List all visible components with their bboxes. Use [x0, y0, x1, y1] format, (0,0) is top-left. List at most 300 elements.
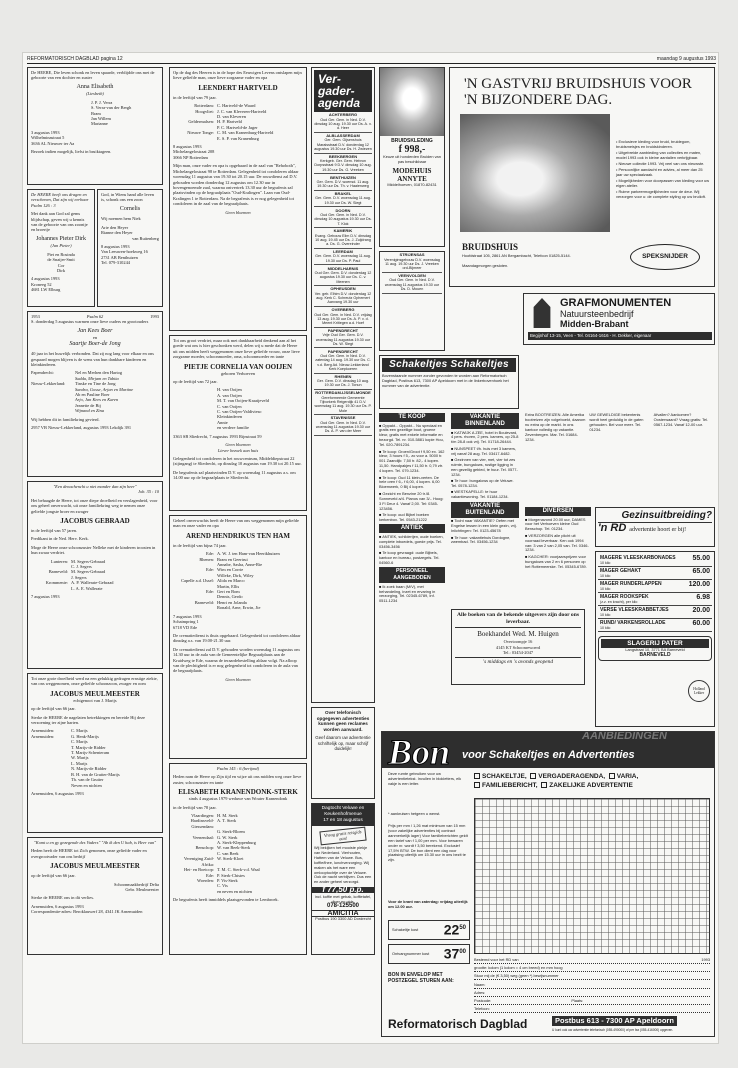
family-line: L. Marijs — [71, 760, 88, 766]
family-line: C. van Ooijen — [217, 403, 242, 409]
price-list — [598, 554, 712, 632]
monument-ad — [523, 293, 715, 345]
page-header — [27, 55, 716, 64]
speksnijder-logo: SPEKSNIJDER — [630, 244, 700, 270]
obituary-address: Schaimpring 1 — [173, 619, 199, 625]
option-label: SCHAKELTJE, — [482, 773, 527, 780]
place-label: Ede: — [205, 872, 214, 878]
agenda-place: PAPENDRECHT — [327, 328, 359, 333]
obituary-age: op de leeftijd van 66 jaar. — [31, 706, 76, 712]
agenda-title-line: gader- — [318, 84, 355, 98]
category-items — [379, 535, 445, 566]
classified-item: ■ Tocht naar VAKANTIE? Oefen met Engelse lessen in een klein gezin, vrij. Inlichtingen: Tel. 0123-45678 — [451, 518, 517, 534]
price-whole: 37 — [443, 946, 460, 963]
family-line: Ronald, Arne, Erwin, Jie — [217, 605, 261, 611]
agenda-item — [314, 249, 372, 265]
obituary-leendert-hartveld — [169, 67, 307, 331]
agenda-item — [314, 207, 372, 228]
place-label — [173, 136, 217, 141]
small-ad: Afvallen? Aankomen? Oosterwaard? Vraag gratis: Tel. 0567-1234. Vanaf 12-00 uur. — [653, 413, 709, 427]
family-line: D. van Kleveren — [217, 114, 246, 120]
classified-item: ■ ANTIEK, schilderijen, oude boeken, complete inboedels, goede prijs. Tel. 03456-3456 — [379, 533, 444, 549]
place-label: Arnemuiden: — [31, 728, 55, 734]
announcement-address: 2731 AB Benthuizen — [101, 254, 138, 260]
family-list — [31, 569, 159, 580]
bridal-wear-ad — [379, 67, 445, 247]
announcement-text: Wij noemen hem Niek — [101, 216, 141, 222]
field-label: Plaats: — [571, 998, 584, 1003]
no-flowers-note: Geen bloemen — [225, 209, 251, 215]
obituary-pietje-van-ooijen — [169, 335, 307, 511]
price-row — [598, 554, 712, 567]
price-item-name: MAGER GEHAKT — [600, 568, 642, 574]
announcement-verse: De HEERE, Die leven schonk en leven spaarde, verblijdde ons met de geboorte van een dochter en zuster — [31, 70, 155, 81]
family-line: Arjo, Jan Kees en Karen — [75, 397, 119, 403]
price-item-unit: 10 kilo — [600, 574, 611, 578]
agenda-place: OPHEUSDEN — [330, 286, 356, 292]
place-names — [71, 569, 105, 580]
butcher-name: SLAGERIJ PATER — [601, 639, 709, 648]
announcement-and: en — [92, 335, 98, 341]
price-value — [443, 922, 466, 939]
agenda-title-line: Ver- — [318, 72, 341, 86]
obituary-age: op de leeftijd van 72 jaar. — [173, 379, 218, 385]
agenda-title — [314, 70, 372, 112]
obituary-subname: echtgenoot van J. Marijs — [73, 697, 117, 703]
coupon-text-grid[interactable] — [474, 798, 710, 954]
agenda-place: RHENEN — [334, 373, 352, 379]
family-list — [31, 728, 159, 787]
category-items — [451, 519, 519, 545]
bridal-shop-name: BRUIDSHUIS — [462, 242, 519, 252]
notice-text: Over telefonisch opgegeven advertenties kunnen geen reclames worden aanvaard. — [316, 710, 370, 732]
agenda-list — [314, 112, 372, 436]
family-line: en verdere familie — [217, 425, 249, 431]
family-line: P. Vis-Sterk — [217, 877, 238, 883]
order-coupon — [381, 731, 715, 1037]
option-familiebericht[interactable] — [474, 782, 538, 789]
promo-line — [598, 522, 712, 534]
classifieds-title: Schakeltjes Schakeltjes — [382, 358, 516, 372]
agenda-place: STRIJENSAS — [399, 252, 425, 258]
obituary-name: JACOBUS GEBRAAD — [60, 517, 130, 526]
family-line: J. C. van Kleveren-Hartveld — [217, 108, 267, 114]
price-item-name: MAGER RUNDERLAPPEN — [600, 581, 662, 587]
family-line: A. W. J. ten Ham-van Heerikhuizen — [217, 551, 280, 557]
price-whole: 22 — [443, 922, 460, 939]
family-line: T. Marijs-Schenteram — [71, 750, 110, 756]
agenda-detail: Vereniginsgebouw D.V. woensdag 11 aug. 19.30 uur Ds. J. Vreeken ord-Bijmeer — [384, 257, 440, 271]
bookstore-lead: Alle boeken van de bekende uitgevers zijn door ons leverbaar. — [456, 612, 580, 625]
classified-item: ■ KATWIJK A ZEE, hotel in Boulevard, 4 pers. rhoren, 2 pers. kamers, op 25-8 t/m 28-8 ook vrij. Tel. 01718-26444. — [451, 429, 519, 445]
bullet-list — [616, 140, 710, 200]
family-line: C. M. van Kranenburg-Hartveld — [217, 130, 274, 136]
price-item — [600, 620, 665, 630]
coupon-instructions: Deze rumte gebruiken voor uw advertentietekst. Invullen in blokletters, elk vakje is een letter. — [388, 771, 462, 786]
obituary-text: Geheel onverwachts heeft de Heere van ons weggenomen mijn geliefde man en onze vader en opa — [173, 518, 299, 529]
family-line: Annie — [217, 419, 228, 425]
family-line: Tinske en Tine de Jong — [75, 381, 116, 387]
family-line: G. Sterk-Bloem — [217, 829, 245, 835]
family-line: Sadda, Mirjam en Tabita — [75, 375, 119, 381]
agenda-detail: Ver. geb. Elhim D.V. donderdag 12 aug. Kerk C. Schreutz Ophemert Aanvang 19.30 uur — [314, 291, 372, 305]
agenda-place: ACHTERBERG — [328, 112, 358, 118]
postcode-field[interactable] — [474, 999, 710, 1005]
family-line: M. T. van Ooijen-Kraaijeveld — [217, 398, 269, 404]
diversen-column — [525, 507, 591, 607]
place-label: Krommenie: — [45, 580, 68, 586]
coupon-note: * aankruisen hetgeen u wenst. — [388, 811, 441, 816]
category-items — [379, 585, 445, 605]
verse-ref: Psalm 126 : 3 — [31, 202, 56, 208]
obituary-meulmeester-family — [27, 673, 163, 833]
obituary-date: Arnemuiden, 6 augustus 1993 — [31, 790, 84, 796]
family-line: Ab en Pauline Boer — [75, 392, 110, 398]
family-line: N. Marijs-de Ridder — [71, 766, 107, 772]
category-header: DIVERSEN — [525, 507, 591, 516]
checkbox-icon[interactable] — [530, 773, 536, 779]
price-item-name: MAGER ROOKSPEK — [600, 594, 649, 600]
price-row — [598, 567, 712, 580]
quality-badge: Holland Lekker — [688, 680, 710, 702]
price-value: 55.00 — [692, 555, 710, 562]
small-ad: Extra BOOTREIZEN. Alle Amerika bootreizen zijn volgeboekt, daarom nu extra op de markt. In ons kantoor volledig op vakantie. Zevenbergen. Mar. Tel. 01684-1234. — [525, 413, 586, 442]
agenda-detail: Oud Ger. Gem. in Ned. D.V. dinsdag 10 aug. 19.30 uur Ds. A. v. d. Heer — [314, 117, 372, 131]
agenda-item — [314, 174, 372, 190]
family-line: C. Marijs — [71, 739, 88, 745]
daytrip-header — [312, 804, 374, 826]
parent-line: Marianne — [91, 121, 108, 127]
family-line: L. A. E. Wallerate — [71, 585, 103, 591]
daytrip-price: f 77,50 p.p. — [312, 887, 374, 892]
agenda-place: STAVENISSE — [330, 415, 356, 421]
classified-item: ■ Te huur: bungalows op de Veluwe. Tel. 0578-1234. — [451, 478, 514, 489]
announcement-date: 3 augustus 1993 — [31, 129, 60, 135]
agenda-detail: Ger. Gem. Gijsenshuis Maraisstraat D.V. donderdag 12 augustus 19.30 uur Ds. H. Zwiezen — [314, 138, 372, 151]
place-label: Nieuwe Tonge: — [187, 130, 214, 136]
bullet-item: • Nieuwe collectie 1993. Vrij veel van ons nieuwste. — [616, 161, 705, 166]
no-flowers-note: Geen bloemen — [225, 442, 251, 448]
obituary-date: 7 augustus 1993 — [31, 594, 60, 600]
family-line: T. M. C. Sterk-v.d. Waal — [217, 867, 260, 873]
bullet-item: • Exclusieve kleding voor bruid, bruidegom, bruidsmeisjes en bruidskinderen. — [616, 139, 691, 149]
bridal-couple-photo — [460, 114, 610, 232]
price-value: 120.00 — [688, 581, 710, 588]
option-label: FAMILIEBERICHT, — [482, 782, 538, 789]
family-line: W. Sterk-Kloet — [217, 856, 244, 862]
monument-address: Begijnhof 13-15, Veen - Tel. 04164-1616 - H. Dekker, eigenaar — [528, 332, 712, 340]
coupon-size-line: grootte: kolom (1 kolom = 4 cm breed) en mm hoog — [474, 966, 710, 972]
announcement-address: Tel. 079-310244 — [101, 260, 130, 266]
family-line: W. Marijs — [71, 755, 89, 761]
announcement-address: 4681 LW Elburg — [31, 287, 61, 293]
bridal-shop-hours: Maandagmorgen gesloten. — [462, 263, 509, 268]
family-row — [173, 856, 303, 867]
price-item-unit: 10 kilo — [600, 561, 611, 565]
price-row — [598, 593, 712, 606]
agenda-place: ROTTERDAM-IJSSELMONDE — [315, 390, 371, 396]
bridal-shop-ad — [449, 67, 715, 287]
parent-line: de Snaijer-Smit — [47, 257, 75, 263]
bridal-shop-bullets — [616, 140, 710, 201]
family-list — [31, 381, 159, 413]
price-item-unit: 10 kilo — [600, 587, 611, 591]
price-item — [600, 555, 676, 565]
classified-item: ■ Te koop: Oud 11 klein-verten. De hele oren f 6,- f 6,00, 4 kopen. 6,00 Bloemwerk, 0 Bij 4 kopen. — [379, 474, 440, 490]
bullet-item: • Mogelijkheden voor doorpassen van kleding voor uw eigen atelier. — [616, 178, 710, 188]
place-label: Rhenen: — [199, 556, 214, 562]
obituary-age: in de leeftijd van 79 jaar. — [173, 94, 217, 100]
agenda-detail: Ger. Gem. D.V. woensd. 11 aug. 19.30 uur Ds. Th. v. Haaienweg — [316, 179, 370, 189]
checkbox-icon[interactable] — [609, 773, 615, 779]
family-line: A. Sterk-Kleppenburg — [217, 840, 256, 846]
option-zakelijk[interactable] — [541, 782, 633, 789]
field-label: Postcode: — [474, 998, 492, 1003]
header-left: REFORMATORISCH DAGBLAD pagina 12 — [27, 56, 123, 62]
obituary-address: Michelangelostraat 208 — [173, 149, 215, 155]
checkbox-icon[interactable] — [541, 782, 547, 788]
obituary-age: in de leeftijd van bijna 74 jaar. — [173, 542, 227, 548]
verse-ref: Job. 35 : 10 — [138, 489, 159, 495]
parent-line: J. P. J. Verra — [91, 99, 113, 105]
agenda-detail: Oud Ger. Gem. D.V. donderdag 12 augustus 19.30 uur Ds. C. v. Meenen — [314, 270, 372, 284]
daytrip-phone: 078-125500 — [326, 903, 360, 910]
bullet-item: • Ruime parkeermogelijkheden voor de deur. Wij verzorgen voor u: de complete styling op uw bruiloft. — [616, 189, 706, 199]
agenda-detail: Kerkgeb. Ger. Gem. Hebron Dorpsstraat 9 D.V. dinsdag 10 aug. 19.30 uur Ds. G. Vreeken — [314, 159, 372, 172]
family-line: Annabe, Sasha, Anne-Rie — [217, 562, 263, 568]
obituary-name: JACOBUS MEULMEESTER — [50, 862, 140, 871]
field-label: Adres: — [474, 990, 486, 995]
family-line: C. Hartveld-de Waard — [217, 103, 256, 109]
price-cents: 50 — [459, 925, 466, 932]
option-label: ZAKELIJKE ADVERTENTIE — [549, 782, 633, 789]
ontvang-price-box — [388, 944, 470, 964]
obituary-address: 6718 VD Ede — [173, 624, 198, 630]
year-right: 1993 — [150, 314, 159, 319]
price-cents: 00 — [459, 949, 466, 956]
family-line: Neven en nichten — [71, 782, 102, 788]
coupon-watermark: AANBIEDINGEN — [582, 731, 667, 742]
obituary-age: op de leeftijd van 66 jaar. — [31, 873, 76, 879]
agenda-detail: Ger. Gem. D.V. dinsdag 10 aug. 19.30 uur Ds. J. Tonun — [316, 379, 370, 388]
obituary-text: Sterke de HEERE ons in dit verlies. — [31, 895, 95, 901]
family-line: Gert en Bom — [217, 589, 240, 595]
price-item-unit: 10 kilo — [600, 626, 611, 630]
category-header: VAKANTIE BINNENLAND — [451, 413, 519, 429]
obituary-text: Tot ons groot verdriet, maar ook met dankbaarheid denkend aan al het goede wat ons is hier geschonken werd, delen wij u mede dat de Heere uit ons midden heeft weggenomen onze lieve geliefde vrouw, onze lieve zorgzame moeder, schoonmoeder, oma, schoonmoeder en tante — [173, 338, 300, 360]
agenda-item — [314, 154, 372, 175]
obituary-name: PIETJE CORNELIA VAN OOIJEN — [183, 362, 293, 371]
obituary-text: De begrafenis heeft inmiddels plaatsgevonden te Lembroek. — [173, 897, 279, 903]
category-header: VAKANTIE BUITENLAND — [451, 502, 519, 518]
agenda-detail: Ger. Gem. D.V. woensdag 11 aug. 19.30 uur Ds. W. Slegt — [315, 196, 371, 205]
obituary-address: Correspondentie-adres: Beroklauwerf 28, 4341 JK Arnemuiden — [31, 909, 143, 915]
option-vergaderagenda[interactable] — [530, 773, 605, 780]
parent-line: Piet en Rosinda — [47, 251, 75, 257]
family-line: C. J. Segers — [71, 564, 92, 570]
price-item-name: MAGERE VLEESKARBONADES — [600, 555, 676, 561]
agenda-detail: Oud Ger. Gem. in Ned. D.V. woensdag 11 augustus 19.30 uur Ds. D. Mouen — [384, 278, 440, 291]
agenda-place: LEERDAM — [333, 249, 353, 255]
checkbox-icon[interactable] — [474, 782, 480, 788]
place-label: Papendrecht: — [31, 370, 54, 376]
phone-field[interactable] — [474, 1007, 710, 1013]
category-items — [525, 518, 591, 570]
option-schakeltje[interactable] — [474, 773, 527, 780]
place-label: Vereniging Zuid-Afrika: — [183, 856, 214, 867]
bookstore-name: Boekhandel Wed. M. Huigen — [477, 630, 559, 639]
family-line: Bram en Geertrui — [217, 556, 248, 562]
parent-line: Bram — [91, 110, 101, 116]
price-value: 20.00 — [692, 607, 710, 614]
daytrip-title: Keukenhofmenue — [324, 812, 362, 817]
obituary-name: LEENDERT HARTVELD — [198, 83, 278, 92]
place-label: Ede: — [205, 567, 214, 573]
agenda-item — [314, 307, 372, 328]
price-item-name: RUND/ VARKENSROLLADE — [600, 620, 666, 626]
coupon-proof-line: Stuur mij de (€ 3,50) weg (geen *) bewijsnummer — [474, 974, 710, 980]
agenda-item — [382, 273, 442, 294]
agenda-item — [314, 286, 372, 307]
checkbox-icon[interactable] — [474, 773, 480, 779]
obituary-age: in de leeftijd van 57 jaren. — [31, 528, 78, 534]
meeting-agenda — [311, 67, 375, 703]
obituary-name: AREND HENDRIKUS TEN HAM — [186, 531, 290, 540]
visit-note: Liever bezoek aan huis — [217, 447, 259, 453]
monument-subtitle: Midden-Brabant — [560, 319, 629, 329]
agenda-item — [314, 348, 372, 373]
agenda-detail: Gereformeerde Gemeente Tijborkerk Reigerdijk 41 D.V. woensdag 11 aug. 19.30 uur Ds. P. Mole — [314, 395, 372, 413]
bridal-address: Middelhoeven, 01870-82431 — [387, 182, 437, 188]
agenda-item — [314, 374, 372, 390]
parents-list — [31, 100, 159, 127]
family-list — [173, 551, 303, 610]
price-item-unit: 10 kilo — [600, 613, 611, 617]
agenda-item — [314, 228, 372, 249]
category-header: PERSONEEL AANGEBODEN — [379, 567, 445, 583]
psalm-ref: Psalm 145 : 6 (berijmd) — [216, 766, 260, 771]
option-varia[interactable] — [609, 773, 639, 780]
family-line: B. H. van de Grutter-Marijs — [71, 771, 120, 777]
family-line: A. P. Wallerate-Gebraad — [71, 580, 114, 586]
family-line: Jeanette de Bij — [75, 402, 101, 408]
bridal-shop-headline — [464, 76, 704, 108]
obituary-name: JACOBUS MEULMEESTER — [50, 689, 140, 698]
family-line: H. M. Sterk — [217, 813, 238, 819]
bookstore-address: 4145 KT Schoonrewoerd — [495, 644, 541, 650]
bridal-brand: MODEHUIS ANNYTE — [392, 167, 432, 184]
obituary-arend-ten-ham — [169, 515, 307, 759]
obituary-text: Het behaagde de Heere, tot onze diepe droefheid en verslagenheid, voor ons geheel onverwacht, uit onze familiekring weg te nemen onze geliefde jongste broer en zwager — [31, 497, 158, 514]
obituary-elisabeth-kranendonk — [169, 763, 307, 955]
obituary-age: in de leeftijd van 78 jaar. — [173, 804, 217, 810]
family-line: G. Henk-Marijs — [71, 733, 99, 739]
obituary-date: 8 augustus 1993 — [173, 144, 202, 150]
no-flowers-note: Geen bloemen — [225, 676, 251, 682]
bridal-title: BRUIDSKLEDING — [391, 138, 433, 144]
agenda-detail: Oud Ger. Gem. in Ned. D.V. dinsdag 10 augustus 19.30 uur Ds. T. Klok — [314, 212, 372, 226]
agenda-place: MIDDELHARNIS — [327, 265, 359, 271]
name-field[interactable] — [474, 983, 710, 989]
daytrip-address: Postbus 190 3300 AD Dordrecht — [315, 916, 371, 922]
agenda-place: DOORN — [335, 207, 351, 213]
coupon-footer-note: U kunt ook uw advertentie telefonisch (055-490000) of per fax (055-416000) opgeven. — [552, 1028, 674, 1032]
agenda-place: BRAKEL — [334, 191, 352, 197]
place-label: Capelle a.d. IJssel: — [181, 578, 214, 584]
classifieds-banner — [379, 355, 519, 409]
announcement-name: Jan Kees Boer — [77, 327, 113, 334]
family-line: C. Vis — [217, 883, 228, 889]
price-row — [598, 619, 712, 632]
daytrip-brand: AMICITIA — [312, 910, 374, 917]
agenda-detail: Oud Ger. Gem. in Ned. D.V. vrijdag 13 aug. 19.30 uur Ds. A. P. v. d. Meent Kritiegen a.d. Hoef — [314, 312, 372, 326]
family-line: C. van Beek — [217, 850, 239, 856]
parent-line: S. Verra-van der Bergh — [91, 105, 132, 111]
notice-text: Geef daarom uw advertentie schriftelijk op, maar schrijf duidelijk! — [315, 735, 371, 752]
announcement-address: 3636 AL Nieuwer ter Aa — [31, 140, 75, 146]
headline-line: 'N BIJZONDERE DAG. — [464, 92, 613, 108]
address-field[interactable] — [474, 991, 710, 997]
obituary-text: Predikant in de Ned. Herv. Kerk. — [31, 536, 89, 542]
verse-line: De HEERE heeft ons dragen en verschenen, Dat zijn wij eerbaar — [31, 192, 89, 203]
classified-item: ■ Ik zoek baan (M/V), met behandeling, inzet en ervaring in verzorging, Tel. 02345-6789, Inf. 0511-1234 — [379, 583, 436, 604]
place-names — [75, 381, 133, 413]
price-row — [598, 606, 712, 619]
classified-item: ■ Oppakt... Oppakt... Nu speciaal en gratis een gezellige boot, groene kleur, gratis met enkele informatie en bezorgd. Tel. nr. 010-5881 kopie Hou, Tel. 020-7891234. — [379, 422, 444, 448]
family-row — [173, 818, 303, 829]
announcement-name: Saartje Boer-de Jong — [69, 340, 121, 347]
agenda-item — [314, 265, 372, 286]
monument-title: GRAFMONUMENTEN — [560, 297, 672, 309]
place-label: Nieuw-Lekkerland: — [31, 381, 66, 387]
family-line: Henri en Jolanda — [217, 599, 247, 605]
category-items — [379, 424, 445, 523]
bride-photo — [380, 68, 444, 136]
obituary-date: 7 augustus 1993 — [173, 613, 202, 619]
agenda-place: OVERBERG — [331, 307, 355, 313]
field-label: Telefoon: — [474, 1006, 490, 1011]
verse-line: "Een denachencht u niet mander dan zijn heer" — [53, 484, 137, 489]
family-line: en neven en nichten — [217, 888, 252, 894]
classifieds-instructions: Bovenstaande nummer zonder gevonden te worden aan Reformatorisch Dagblad, Postbus 613, 7300 AP Apeldoorn met in de linkerbovenhoek het nummer van de advertentie. — [382, 373, 509, 388]
agenda-item — [314, 191, 372, 207]
coupon-deadline: Voor de krant van zaterdag: vrijdag uiterlijk om 12.00 uur. — [388, 899, 468, 909]
family-line: E. S. P. van Kranenburg — [217, 135, 259, 141]
price-item — [600, 607, 669, 617]
family-line: Nel en Merhen den Hartog — [75, 370, 123, 376]
price-value — [443, 946, 466, 963]
classified-item: ■ Te huur: vakantiehuis Dordogne, zwembad. Tel. 03456-1234 — [451, 534, 511, 545]
price-row — [598, 580, 712, 593]
verse-line: "Komt u en gy gezegende des Vaders" "Ab ik den U hab, is Heer van" — [33, 840, 157, 845]
price-label: Ontvangnummer kost — [392, 950, 430, 956]
obituary-jacobus-gebraad — [27, 481, 163, 669]
family-line: H. P. Hartveld — [217, 119, 242, 125]
announcement-text: Wij hebben dit in familiekring gevierd. — [31, 416, 100, 422]
announcement-note: Bezoek indien mogelijk, liefst in bruiktageen. — [31, 148, 112, 154]
classified-item: ■ WESTKAPELLE: te huur vakantiewoning. Tel. 01184-1234. — [451, 489, 509, 500]
obituary-text: Tot onze grote droefheid werd na een gelukkig gedragen ernstige ziekte, van ons weggenomen, onze geliefde schoonzoon, zwager en oom — [31, 676, 158, 687]
obituary-text: Heden nam de Heere op Zijn tijd en wijze uit ons midden weg onze lieve zuster, schoonzuster en tante — [173, 774, 302, 785]
bridal-price: f 998,- — [398, 144, 426, 156]
classified-item: ■ Te koop: Groen/Groot f 9,50 ex. 162 kleur, 3 hours f 5,- zo voor a. 5000 tr. 001 Zaandijk: 7,50 tr. 82,- 4 kopen. 11,50. Handpakjes f 11,50 tr. 0,79 ztr. 4 kopen. Tel. 079-1234. — [379, 448, 445, 474]
family-line: M. Segers-Gebraad — [71, 569, 106, 575]
headline-line: 'N GASTVRIJ BRUIDSHUIS VOOR — [464, 76, 692, 92]
small-ads-grid — [525, 413, 715, 442]
bridal-text: Keuze uit honderden Bruiden van pas beschikbaar — [383, 154, 441, 165]
company-name: Gebr. Meulmeester — [125, 887, 159, 893]
obituary-subname: sinds 4 augustus 1979 weduwe van Wouter Kranendonk — [188, 796, 288, 802]
